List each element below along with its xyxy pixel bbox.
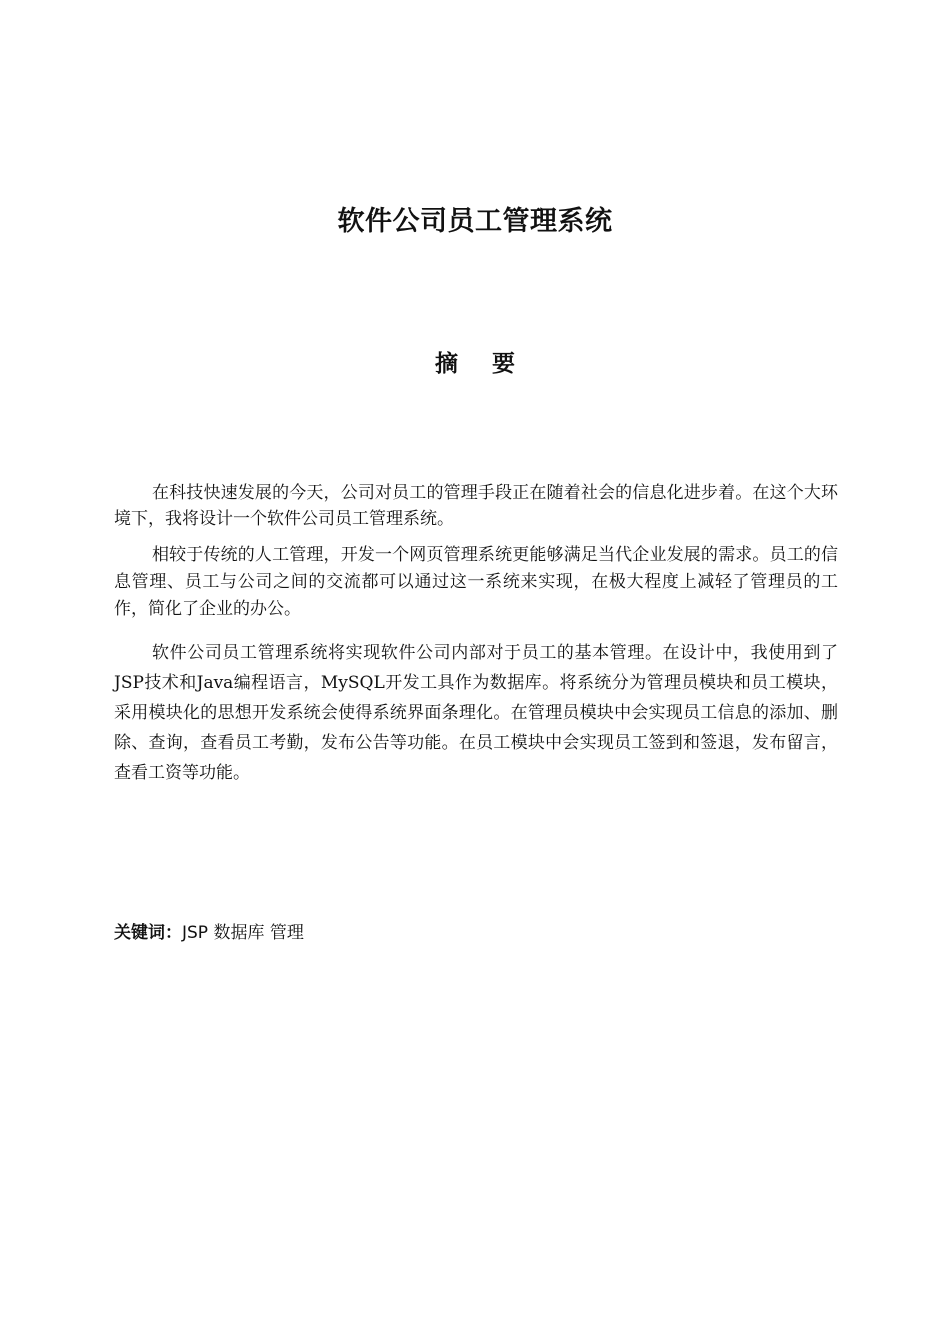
keywords-value: JSP 数据库 管理 (182, 923, 304, 943)
abstract-paragraph-1: 在科技快速发展的今天，公司对员工的管理手段正在随着社会的信息化进步着。在这个大环境下，我将设计一个软件公司员工管理系统。 (114, 483, 838, 529)
abstract-heading: 摘要 (435, 351, 549, 377)
keywords-label: 关键词： (114, 923, 182, 943)
keywords-line (114, 920, 304, 946)
document-title: 软件公司员工管理系统 (337, 206, 613, 237)
abstract-paragraph-3: 软件公司员工管理系统将实现软件公司内部对于员工的基本管理。在设计中，我使用到了JSP技术和Java编程语言，MySQL开发工具作为数据库。将系统分为管理员模块和员工模块，采用模块化的思想开发系统会使得系统界面条理化。在管理员模块中会实现员工信息的添加、删除、查询，查看员工考勤，发布公告等功能。在员工模块中会实现员工签到和签退，发布留言，查看工资等功能。 (114, 643, 838, 783)
abstract-paragraph-2: 相较于传统的人工管理，开发一个网页管理系统更能够满足当代企业发展的需求。员工的信息管理、员工与公司之间的交流都可以通过这一系统来实现，在极大程度上减轻了管理员的工作，简化了企业的办公。 (114, 545, 838, 619)
